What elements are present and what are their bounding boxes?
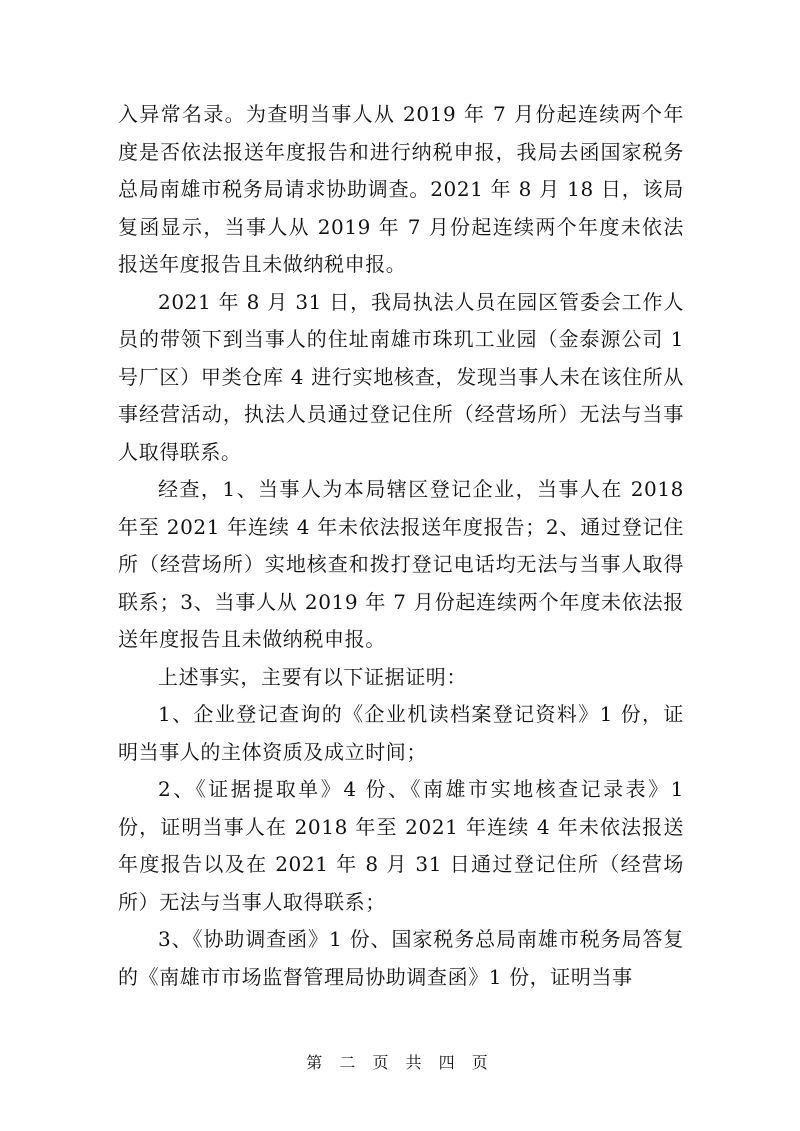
document-body <box>118 96 684 996</box>
page-number-footer: 第 二 页 共 四 页 <box>306 1053 494 1072</box>
paragraph-continuation: 入异常名录。为查明当事人从 2019 年 7 月份起连续两个年度是否依法报送年度报告和进行纳税申报，我局去函国家税务总局南雄市税务局请求协助调查。2021 年 8 月 18 日，该局复函显示，当事人从 2019 年 7 月份起连续两个年度未依法报送年度报告且未做纳税申报。 <box>118 102 684 276</box>
paragraph-site-inspection: 2021 年 8 月 31 日，我局执法人员在园区管委会工作人员的带领下到当事人的住址南雄市珠玑工业园（金泰源公司 1 号厂区）甲类仓库 4 进行实地核查，发现当事人未在该住所从事经营活动，执法人员通过登记住所（经营场所）无法与当事人取得联系。 <box>118 289 684 464</box>
paragraph-evidence-3: 3、《协助调查函》1 份、国家税务总局南雄市税务局答复的《南雄市市场监督管理局协助调查函》1 份，证明当事 <box>118 927 684 989</box>
paragraph-findings: 经查，1、当事人为本局辖区登记企业，当事人在 2018 年至 2021 年连续 4 年未依法报送年度报告；2、通过登记住所（经营场所）实地核查和拨打登记电话均无法与当事人取得联系；3、当事人从 2019 年 7 月份起连续两个年度未依法报送年度报告且未做纳税申报。 <box>118 477 684 651</box>
paragraph-evidence-1: 1、企业登记查询的《企业机读档案登记资料》1 份，证明当事人的主体资质及成立时间； <box>118 702 684 764</box>
paragraph-evidence-intro: 上述事实，主要有以下证据证明： <box>158 664 467 689</box>
paragraph-evidence-2: 2、《证据提取单》4 份、《南雄市实地核查记录表》1 份，证明当事人在 2018 年至 2021 年连续 4 年未依法报送年度报告以及在 2021 年 8 月 31 日通过登记住所（经营场所）无法与当事人取得联系； <box>118 777 684 914</box>
